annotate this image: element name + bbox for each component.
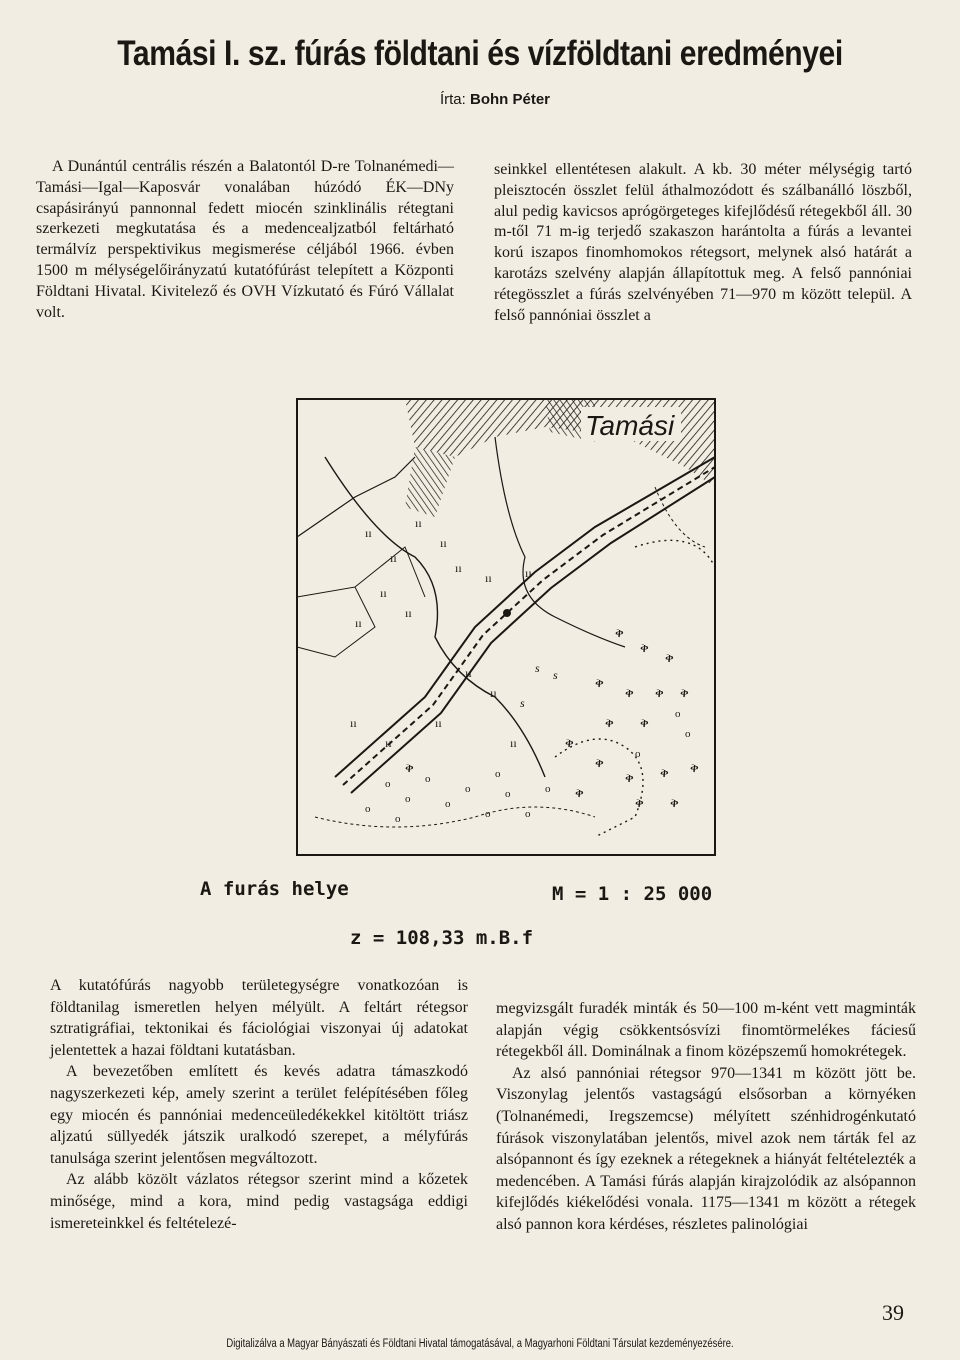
map-scale: M = 1 : 25 000 xyxy=(552,883,713,905)
intro-continuation: seinkkel ellentétesen alakult. A kb. 30 méter mélységig tartó pleisztocén összlet felül áthalmozódott és szálbanálló löszből, alul pedig kavicsos aprógörgeteges kifejlődésű rétegekből áll. 30 m-től 71 m-ig terjedő szakaszon harántolta a fúrás a levantei korú iszapos finomhomokos rétegsort, melynek alsó határát a karotázs szelvény alapján állapítottuk meg. A felső pannóniai rétegösszlet a fúrás szelvényében 71—970 m között települ. A felső pannóniai összlet a xyxy=(494,161,912,324)
digitization-footer: Digitalizálva a Magyar Bányászati és Földtani Hivatal támogatásával, a Magyarhoni Földtani Társulat kezdeményezésére. xyxy=(226,1338,734,1350)
svg-text:o: o xyxy=(365,803,371,815)
svg-text:ቅ: ቅ xyxy=(565,735,574,750)
svg-text:o: o xyxy=(465,783,471,795)
svg-text:o: o xyxy=(425,773,431,785)
svg-text:o: o xyxy=(685,728,691,740)
svg-text:s: s xyxy=(553,668,558,682)
svg-text:ıı: ıı xyxy=(350,716,357,730)
svg-text:ቅ: ቅ xyxy=(615,625,624,640)
svg-text:ቅ: ቅ xyxy=(625,770,634,785)
author-line xyxy=(440,91,550,108)
svg-text:s: s xyxy=(520,696,525,710)
svg-text:s: s xyxy=(535,661,540,675)
svg-text:ቅ: ቅ xyxy=(640,640,649,655)
svg-text:o: o xyxy=(385,778,391,790)
intro-paragraph: A Dunántúl centrális részén a Balatontól D-re Tolnanémedi—Tamási—Igal—Kaposvár vonalában húzódó ÉK—DNy csapásirányú pannonnal fedett miocén szinklinális rétegtani szerkezeti megkutatása és a medencealjzatból feltárható termálvíz perspektivikus megismerése céljából 1966. évben 1500 m mélységelőirányzatú kutatófúrást telepített a Központi Földtani Hivatal. Kivitelező és OVH Vízkutató és Fúró Vállalat volt. xyxy=(36,158,454,321)
page-number: 39 xyxy=(882,1300,904,1325)
svg-text:o: o xyxy=(525,808,531,820)
map-caption: A furás helye xyxy=(200,878,349,900)
svg-text:ቅ: ቅ xyxy=(680,685,689,700)
body-paragraph: Az alsó pannóniai rétegsor 970—1341 m között jött be. Viszonylag jelentős vastagságú elsősorban a környéken (Tolnanémedi, Iregszemcse) mélyített szénhidrogénkutató fúrások viszonylatában jelentős, mivel azok nem tárták fel az alsópannont és így ezeknek a rétegeknek a hiányát feltételezték a medencében. A Tamási fúrás alapján kirajzolódik az alsópannon kifejlődés kiékelődési vonala. 1175—1341 m között a rétegek alsó pannon kora kérdéses, részletes palinológiai xyxy=(496,1064,916,1233)
body-paragraph: A bevezetőben említett és kevés adatra támaszkodó nagyszerkezeti kép, amely szerint a terület felépítésében főleg egy miocén és pannóniai medenceüledékekkel kitöltött triász aljzatú süllyedék játszik uralkodó szerepet, a mélyfúrás tanulsága szerint jelentősen megváltozott. xyxy=(50,1063,468,1167)
svg-text:ቅ: ቅ xyxy=(690,760,699,775)
svg-text:ቅ: ቅ xyxy=(405,760,414,775)
intro-column-left xyxy=(36,157,454,323)
svg-text:ıı: ıı xyxy=(435,716,442,730)
svg-text:ıı: ıı xyxy=(510,736,517,750)
svg-text:ቅ: ቅ xyxy=(625,685,634,700)
body-column-right xyxy=(496,998,916,1236)
svg-text:ቅ: ቅ xyxy=(655,685,664,700)
svg-text:ıı: ıı xyxy=(455,561,462,575)
svg-text:ıı: ıı xyxy=(365,526,372,540)
svg-text:ıı: ıı xyxy=(390,551,397,565)
location-map xyxy=(295,397,717,857)
author-name: Bohn Péter xyxy=(469,91,550,108)
svg-text:ቅ: ቅ xyxy=(640,715,649,730)
svg-text:o: o xyxy=(395,813,401,825)
svg-text:ıı: ıı xyxy=(465,666,472,680)
town-label: Tamási xyxy=(585,410,675,441)
svg-text:ቅ: ቅ xyxy=(605,715,614,730)
svg-text:ıı: ıı xyxy=(415,516,422,530)
body-paragraph: megvizsgált furadék minták és 50—100 m-ként vett magminták alapján végig csökkentsósvízi finomtörmelékes fáciesű rétegekből áll. Dominálnak a finom középszemű homokrétegek. xyxy=(496,1000,916,1061)
svg-text:o: o xyxy=(635,748,641,760)
author-prefix: Írta: xyxy=(439,91,466,108)
svg-text:o: o xyxy=(505,788,511,800)
svg-text:o: o xyxy=(405,793,411,805)
map-elevation: z = 108,33 m.B.f xyxy=(350,927,534,949)
svg-text:ቅ: ቅ xyxy=(660,765,669,780)
svg-text:ቅ: ቅ xyxy=(670,795,679,810)
svg-text:ቅ: ቅ xyxy=(575,785,584,800)
svg-text:ቅ: ቅ xyxy=(595,675,604,690)
borehole-marker xyxy=(503,609,511,617)
svg-text:ቅ: ቅ xyxy=(635,795,644,810)
svg-text:o: o xyxy=(485,808,491,820)
svg-text:ıı: ıı xyxy=(440,536,447,550)
svg-text:ıı: ıı xyxy=(405,606,412,620)
body-paragraph: Az alább közölt vázlatos rétegsor szerint mind a kőzetek minősége, mind a kora, mind pedig vastagsága eddigi ismereteinkkel és feltételezé- xyxy=(50,1171,468,1232)
svg-text:o: o xyxy=(545,783,551,795)
svg-text:ıı: ıı xyxy=(490,686,497,700)
svg-text:o: o xyxy=(675,708,681,720)
svg-text:o: o xyxy=(445,798,451,810)
svg-text:ቅ: ቅ xyxy=(665,650,674,665)
svg-text:ıı: ıı xyxy=(380,586,387,600)
intro-column-right xyxy=(494,160,912,326)
body-column-left xyxy=(50,975,468,1234)
page-title: Tamási I. sz. fúrás földtani és vízföldtani eredményei xyxy=(117,34,843,73)
svg-text:ቅ: ቅ xyxy=(595,755,604,770)
svg-text:ıı: ıı xyxy=(355,616,362,630)
svg-text:ıı: ıı xyxy=(485,571,492,585)
body-paragraph: A kutatófúrás nagyobb területegységre vonatkozóan is földtanilag ismeretlen helyen mélyült. A feltárt rétegsor sztratigráfiai, tektonikai és fáciológiai viszonyai új adatokat jelentettek a hazai földtani kutatásban. xyxy=(50,977,468,1059)
svg-text:ıı: ıı xyxy=(525,566,532,580)
svg-text:o: o xyxy=(495,768,501,780)
svg-text:ıı: ıı xyxy=(385,736,392,750)
